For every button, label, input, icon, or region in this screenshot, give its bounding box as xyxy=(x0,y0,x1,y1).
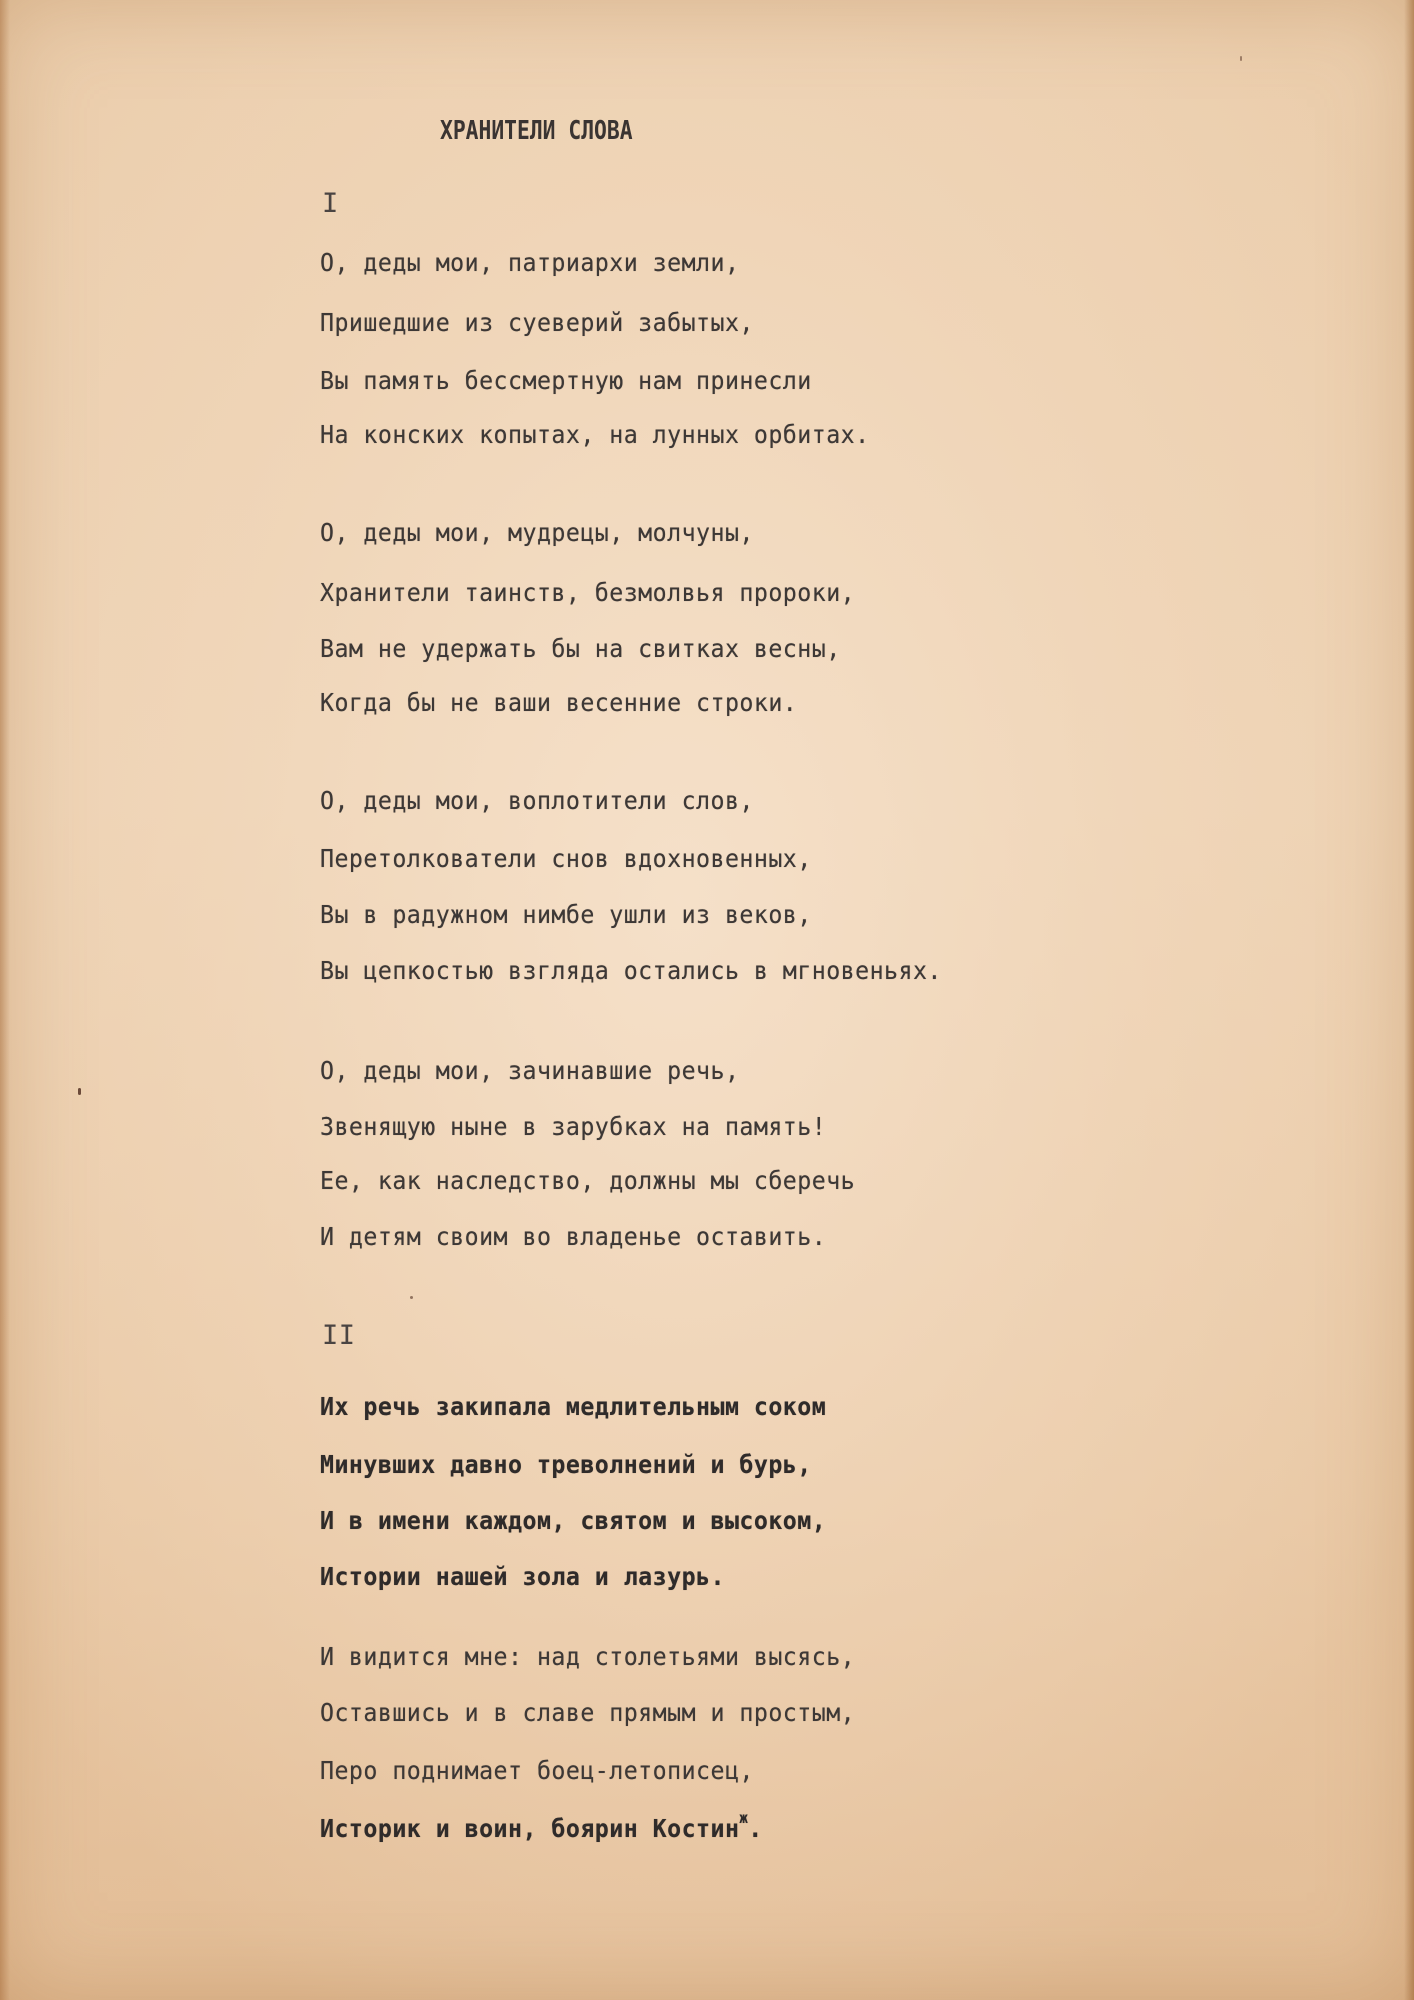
verse-line: О, деды мои, мудрецы, молчуны, xyxy=(320,518,754,547)
verse-line: Пришедшие из суеверий забытых, xyxy=(320,308,754,337)
verse-line: И детям своим во владенье оставить. xyxy=(320,1222,827,1251)
verse-line: Когда бы не ваши весенние строки. xyxy=(320,688,798,717)
verse-line: О, деды мои, зачинавшие речь, xyxy=(320,1056,740,1085)
verse-line: Вы память бессмертную нам принесли xyxy=(320,366,812,395)
section-number-2: II xyxy=(322,1320,356,1351)
verse-line: Вам не удержать бы на свитках весны, xyxy=(320,634,841,663)
verse-line: Звенящую ныне в зарубках на память! xyxy=(320,1112,827,1141)
verse-line: Истории нашей зола и лазурь. xyxy=(320,1562,725,1591)
poem-title: ХРАНИТЕЛИ СЛОВА xyxy=(440,116,633,146)
verse-line: И в имени каждом, святом и высоком, xyxy=(320,1506,827,1535)
verse-line: Ее, как наследство, должны мы сберечь xyxy=(320,1166,856,1195)
verse-line: Минувших давно треволнений и бурь, xyxy=(320,1450,812,1479)
verse-line-text: Историк и воин, боярин Костин xyxy=(320,1814,740,1843)
verse-line: Вы цепкостью взгляда остались в мгновеньях. xyxy=(320,956,942,985)
verse-line: О, деды мои, патриархи земли, xyxy=(320,248,740,277)
verse-line: Хранители таинств, безмолвья пророки, xyxy=(320,578,856,607)
verse-line-last xyxy=(320,1809,763,1843)
verse-line: Перетолкователи снов вдохновенных, xyxy=(320,844,812,873)
verse-line: И видится мне: над столетьями высясь, xyxy=(320,1642,856,1671)
section-number-1: I xyxy=(322,188,339,219)
verse-line: На конских копытах, на лунных орбитах. xyxy=(320,420,870,449)
verse-line: Оставшись и в славе прямым и простым, xyxy=(320,1698,856,1727)
verse-line-end: . xyxy=(748,1814,763,1843)
verse-line: Вы в радужном нимбе ушли из веков, xyxy=(320,900,812,929)
verse-line: Их речь закипала медлительным соком xyxy=(320,1392,827,1421)
verse-line: О, деды мои, воплотители слов, xyxy=(320,786,754,815)
footnote-mark: ж xyxy=(739,1809,749,1827)
verse-line: Перо поднимает боец-летописец, xyxy=(320,1756,754,1785)
